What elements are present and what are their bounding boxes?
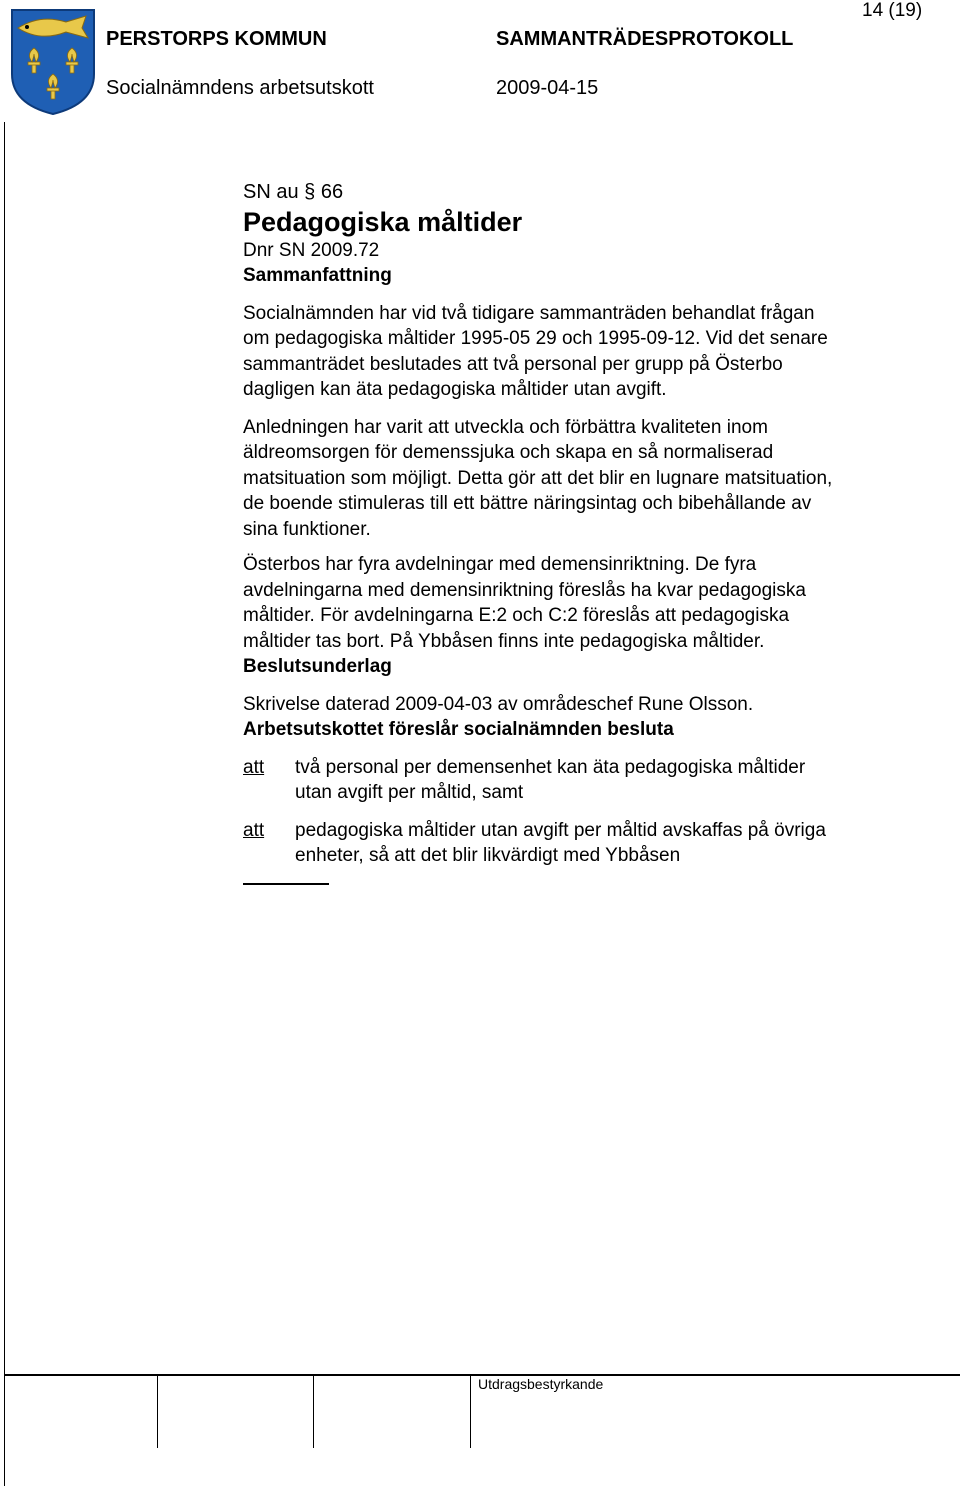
- page-title: Pedagogiska måltider: [243, 206, 523, 237]
- certification-label: Utdragsbestyrkande: [478, 1376, 604, 1392]
- signature-divider: [470, 1376, 471, 1448]
- basis-text: Skrivelse daterad 2009-04-03 av områdeschef Rune Olsson.: [243, 693, 754, 715]
- municipality-name: PERSTORPS KOMMUN: [106, 28, 327, 50]
- basis-heading: Beslutsunderlag: [243, 656, 392, 677]
- summary-paragraph-2: Anledningen har varit att utveckla och förbättra kvaliteten inom äldreomsorgen för demenssjuka och skapa en så normaliserad matsituation som möjligt. Detta gör att det blir en lugnare matsituation, de boende stimuleras till ett bättre näringsintag och bibehållande av sina funktioner.: [243, 416, 833, 540]
- decision-text: två personal per demensenhet kan äta pedagogiska måltider utan avgift per måltid, samt: [295, 756, 806, 803]
- margin-line: [4, 122, 5, 1486]
- case-number: Dnr SN 2009.72: [243, 239, 380, 261]
- signature-divider: [313, 1376, 314, 1448]
- coat-of-arms-icon: [10, 8, 96, 116]
- decision-marker: att: [243, 756, 265, 778]
- proposal-heading: Arbetsutskottet föreslår socialnämnden besluta: [243, 719, 674, 740]
- document-body: [243, 180, 843, 885]
- signature-divider: [157, 1376, 158, 1448]
- committee-name: Socialnämndens arbetsutskott: [106, 77, 374, 99]
- decision-text: pedagogiska måltider utan avgift per måltid avskaffas på övriga enheter, så att det blir likvärdigt med Ybbåsen: [295, 819, 826, 866]
- summary-heading: Sammanfattning: [243, 265, 392, 286]
- page-number: 14 (19): [862, 0, 923, 21]
- meeting-date: 2009-04-15: [496, 77, 599, 99]
- document-type: SAMMANTRÄDESPROTOKOLL: [496, 28, 794, 50]
- decision-item: [243, 755, 843, 806]
- decision-marker: att: [243, 819, 265, 841]
- summary-paragraph-3: Österbos har fyra avdelningar med demensinriktning. De fyra avdelningarna med demensinriktning föreslås ha kvar pedagogiska måltider. För avdelningarna E:2 och C:2 föreslås att pedagogiska måltider tas bort. På Ybbåsen finns inte pedagogiska måltider.: [243, 554, 806, 652]
- end-rule: [243, 883, 329, 885]
- decision-item: [243, 818, 843, 869]
- summary-paragraph-1: Socialnämnden har vid två tidigare sammanträden behandlat frågan om pedagogiska måltider 1995-05 29 och 1995-09-12. Vid det senare sammanträdet beslutades att två personal per grupp på Österbo dagligen kan äta pedagogiska måltider utan avgift.: [243, 302, 828, 400]
- section-reference: SN au § 66: [243, 181, 344, 203]
